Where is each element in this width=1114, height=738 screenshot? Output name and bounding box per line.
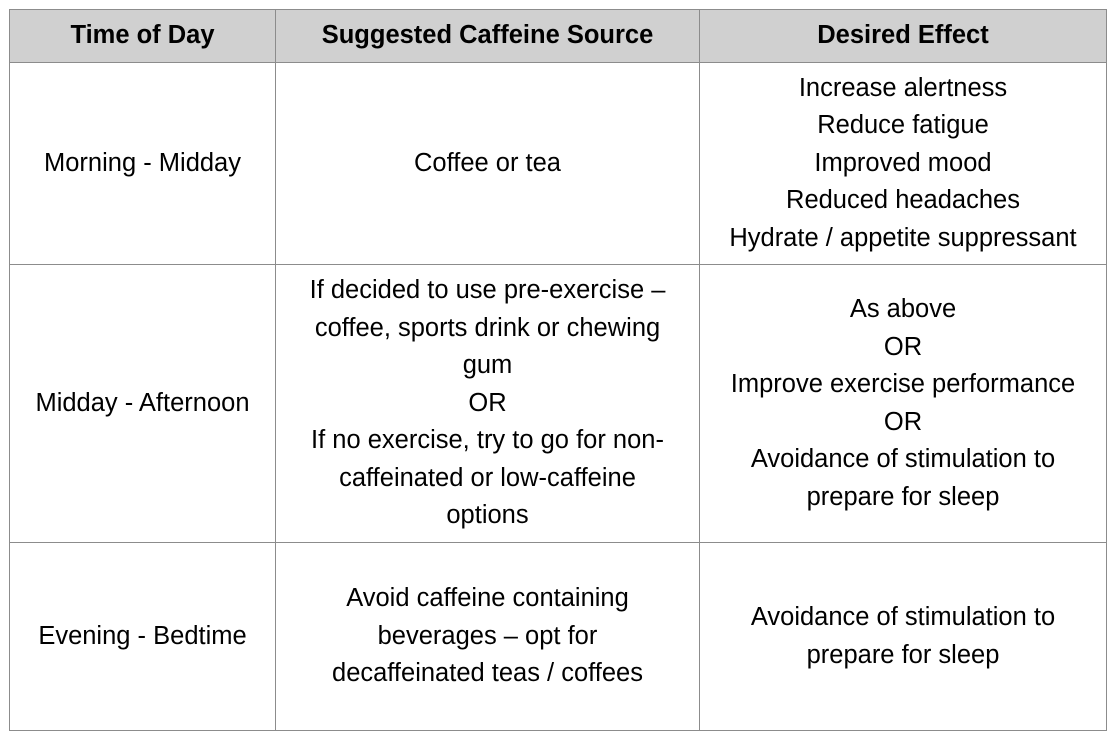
table-header (10, 10, 1107, 63)
table-row (10, 543, 1107, 731)
source-line: caffeinated or low-caffeine (339, 463, 636, 492)
header-caffeine-source: Suggested Caffeine Source (276, 10, 700, 63)
time-cell: Midday - Afternoon (10, 265, 276, 543)
effect-cell (700, 63, 1107, 265)
effect-line: Avoidance of stimulation to (750, 603, 1056, 631)
effect-line: Avoidance of stimulation to (750, 445, 1056, 473)
effect-line: Improve exercise performance (730, 370, 1076, 398)
effect-line: As above (849, 295, 957, 323)
table-body (10, 63, 1107, 731)
source-line: gum (462, 351, 513, 380)
effect-line: prepare for sleep (806, 640, 1000, 669)
time-cell: Evening - Bedtime (10, 543, 276, 731)
source-line: If decided to use pre-exercise – (309, 276, 666, 305)
source-cell (276, 63, 700, 265)
effect-line: OR (883, 407, 923, 436)
header-row (10, 10, 1107, 63)
header-desired-effect: Desired Effect (700, 10, 1107, 63)
source-cell (276, 543, 700, 731)
time-cell: Morning - Midday (10, 63, 276, 265)
effect-line: OR (883, 332, 923, 361)
effect-line: Reduce fatigue (817, 111, 989, 140)
table-row (10, 63, 1107, 265)
table-row (10, 265, 1107, 543)
source-line: decaffeinated teas / coffees (332, 659, 643, 688)
effect-line: Reduced headaches (786, 186, 1020, 215)
source-line: If no exercise, try to go for non- (311, 426, 664, 455)
effect-line: prepare for sleep (806, 482, 1000, 511)
source-line: OR (468, 388, 507, 417)
source-line: Avoid caffeine containing (346, 584, 629, 613)
source-line: options (446, 501, 529, 530)
caffeine-schedule-table (9, 9, 1107, 731)
effect-cell (700, 265, 1107, 543)
effect-cell (700, 543, 1107, 731)
effect-line: Improved mood (814, 148, 992, 177)
effect-line: Increase alertness (798, 73, 1008, 102)
source-cell (276, 265, 700, 543)
effect-line: Hydrate / appetite suppressant (729, 223, 1077, 252)
header-time-of-day: Time of Day (10, 10, 276, 63)
source-line: Coffee or tea (414, 148, 561, 177)
source-line: beverages – opt for (377, 621, 598, 650)
source-line: coffee, sports drink or chewing (314, 313, 661, 342)
